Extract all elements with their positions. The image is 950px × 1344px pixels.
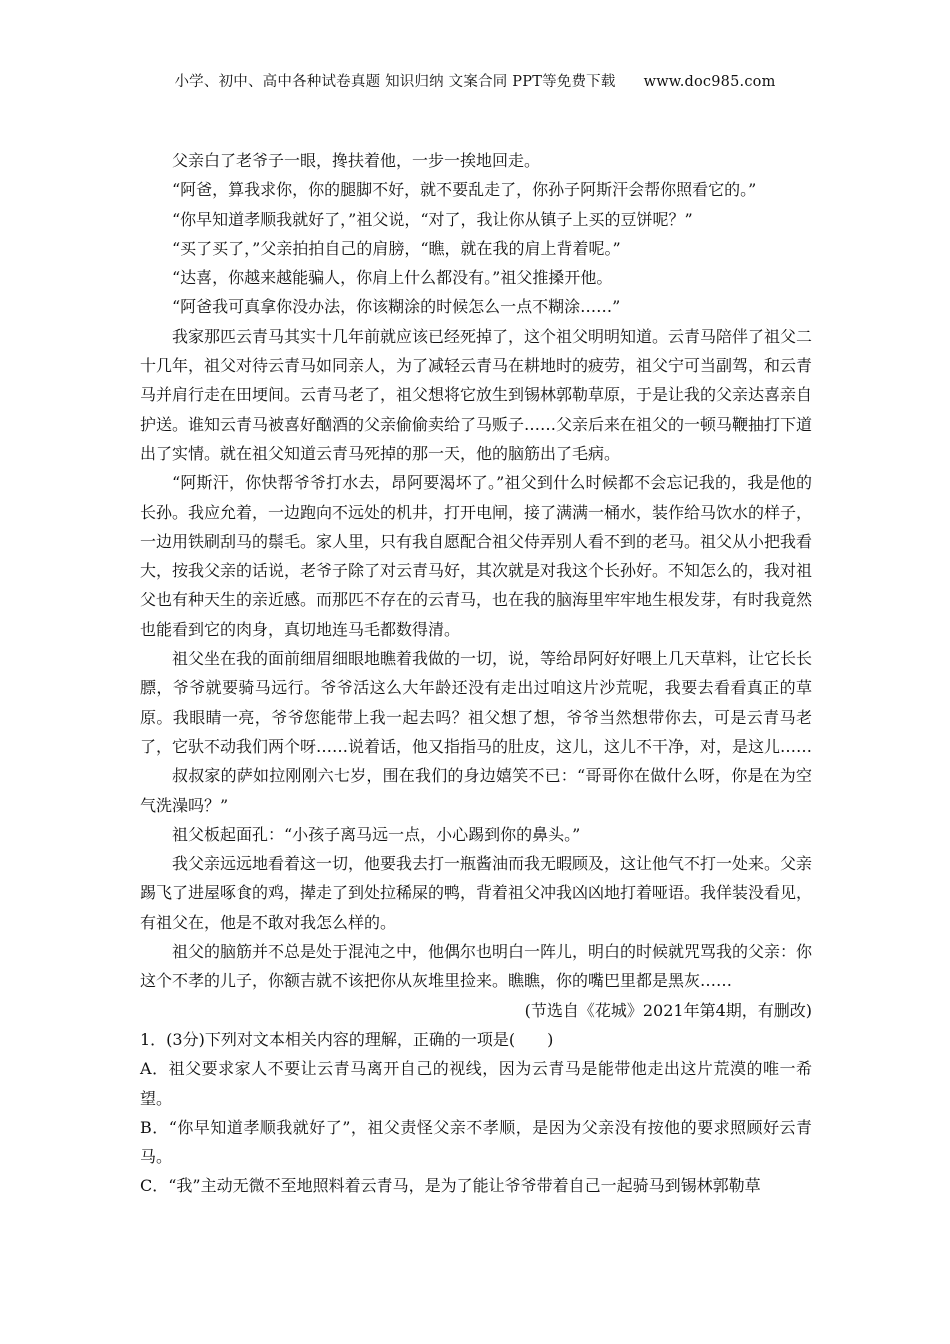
question-stem: 1．(3分)下列对文本相关内容的理解，正确的一项是( ) [140, 1029, 554, 1049]
paragraph: 祖父板起面孔：“小孩子离马远一点，小心踢到你的鼻头。” [172, 824, 581, 844]
paragraph: 我家那匹云青马其实十几年前就应该已经死掉了，这个祖父明明知道。云青马陪伴了祖父二十几年，祖父对待云青马如同亲人，为了减轻云青马在耕地时的疲劳，祖父宁可当副驾，和云青马并肩行走在田埂间。云青马老了，祖父想将它放生到锡林郭勒草原，于是让我的父亲达喜亲自护送。谁知云青马被喜好酗酒的父亲偷偷卖给了马贩子……父亲后来在祖父的一顿马鞭抽打下道出了实情。就在祖父知道云青马死掉的那一天，他的脑筋出了毛病。 [140, 326, 813, 463]
header-text: 小学、初中、高中各种试卷真题 知识归纳 文案合同 PPT等免费下载 [174, 74, 616, 90]
paragraph: “你早知道孝顺我就好了，”祖父说，“对了，我让你从镇子上买的豆饼呢？” [172, 209, 693, 229]
paragraph: “买了买了，”父亲拍拍自己的肩膀，“瞧，就在我的肩上背着呢。” [172, 238, 621, 258]
paragraph: 祖父坐在我的面前细眉细眼地瞧着我做的一切，说，等给昂阿好好喂上几天草料，让它长长膘，爷爷就要骑马远行。爷爷活这么大年龄还没有走出过咱这片沙荒呢，我要去看看真正的草原。我眼睛一亮，爷爷您能带上我一起去吗？祖父想了想，爷爷当然想带你去，可是云青马老了，它驮不动我们两个呀……说着话，他又指指马的肚皮，这儿，这儿不干净，对，是这儿…… [140, 649, 813, 756]
question-option-c: C．“我”主动无微不至地照料着云青马，是为了能让爷爷带着自己一起骑马到锡林郭勒草 [140, 1176, 761, 1196]
question-option-b: B．“你早知道孝顺我就好了”，祖父责怪父亲不孝顺，是因为父亲没有按他的要求照顾好云青马。 [140, 1117, 812, 1167]
paragraph: 叔叔家的萨如拉刚刚六七岁，围在我们的身边嬉笑不已：“哥哥你在做什么呀，你是在为空气洗澡吗？” [140, 766, 812, 815]
paragraph: 祖父的脑筋并不总是处于混沌之中，他偶尔也明白一阵儿，明白的时候就咒骂我的父亲：你这个不孝的儿子，你额吉就不该把你从灰堆里捡来。瞧瞧，你的嘴巴里都是黑灰…… [140, 942, 813, 991]
paragraph: 我父亲远远地看着这一切，他要我去打一瓶酱油而我无暇顾及，这让他气不打一处来。父亲踢飞了进屋啄食的鸡，撵走了到处拉稀屎的鸭，背着祖父冲我凶凶地打着哑语。我佯装没看见，有祖父在，他是不敢对我怎么样的。 [140, 854, 813, 932]
question-option-a: A．祖父要求家人不要让云青马离开自己的视线，因为云青马是能带他走出这片荒漠的唯一希望。 [140, 1059, 812, 1108]
page-header [0, 70, 950, 91]
paragraph: “阿斯汗，你快帮爷爷打水去，昂阿要渴坏了。”祖父到什么时候都不会忘记我的，我是他的长孙。我应允着，一边跑向不远处的机井，打开电闸，接了满满一桶水，装作给马饮水的样子，一边用铁刷刮马的鬃毛。家人里，只有我自愿配合祖父侍弄别人看不到的老马。祖父从小把我看大，按我父亲的话说，老爷子除了对云青马好，其次就是对我这个长孙好。不知怎么的，我对祖父也有种天生的亲近感。而那匹不存在的云青马，也在我的脑海里牢牢地生根发芽，有时我竟然也能看到它的肉身，真切地连马毛都数得清。 [140, 473, 813, 639]
paragraph: “达喜，你越来越能骗人，你肩上什么都没有。”祖父推搡开他。 [172, 268, 613, 288]
paragraph: “阿爸，算我求你，你的腿脚不好，就不要乱走了，你孙子阿斯汗会帮你照看它的。” [172, 180, 757, 200]
article-body [140, 146, 812, 1201]
header-url[interactable]: www.doc985.com [643, 74, 776, 90]
paragraph: 父亲白了老爷子一眼，搀扶着他，一步一挨地回走。 [172, 151, 541, 170]
paragraph: “阿爸我可真拿你没办法，你该糊涂的时候怎么一点不糊涂……” [172, 297, 621, 317]
source-citation: (节选自《花城》2021年第4期，有删改) [524, 1000, 812, 1020]
